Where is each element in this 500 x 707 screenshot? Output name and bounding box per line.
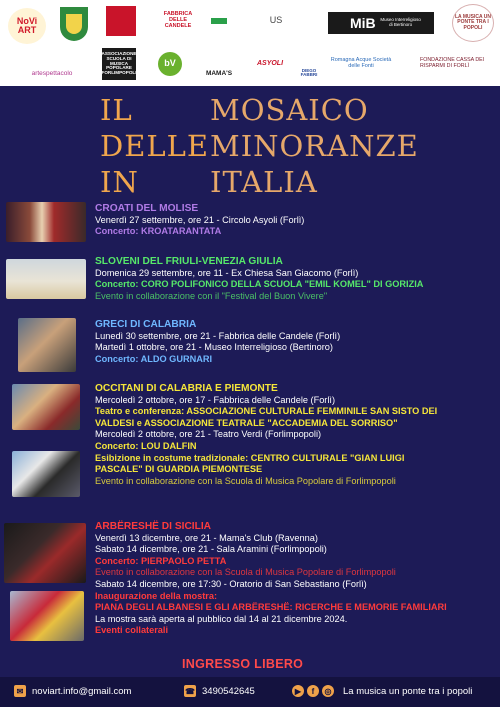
- event-line: Sabato 14 dicembre, ore 17:30 - Oratorio di San Sebastiano (Forlì): [95, 578, 367, 589]
- section-sloveni: [95, 256, 423, 302]
- costume-line: Esibizione in costume tradizionale: CENTRO CULTURALE "GIAN LUIGI: [95, 452, 405, 463]
- croati-photo: [6, 202, 86, 242]
- arbereshe-photo-2: [10, 591, 84, 641]
- theatre-line: VALDESI e ASSOCIAZIONE TEATRALE "ACCADEMIA DEL SORRISO": [95, 417, 398, 428]
- mamas-logo: MAMA'S: [205, 70, 233, 78]
- social-links: [292, 685, 472, 697]
- sponsor-logos-bar: [0, 0, 500, 86]
- page-title: [100, 92, 420, 200]
- occitani-photo-2: [12, 451, 80, 497]
- event-line: Venerdì 13 dicembre, ore 21 - Mama's Club (Ravenna): [95, 532, 318, 543]
- section-title: CROATI DEL MOLISE: [95, 203, 199, 214]
- footer-email[interactable]: [14, 685, 131, 697]
- inaugurazione-line: Inaugurazione della mostra:: [95, 590, 218, 601]
- concert-line: Concerto: CORO POLIFONICO DELLA SCUOLA "EMIL KOMEL" DI GORIZIA: [95, 279, 424, 290]
- youtube-icon[interactable]: ▶: [292, 685, 304, 697]
- asyoli-logo: ASYOLI: [256, 60, 284, 68]
- sloveni-photo: [6, 259, 86, 299]
- facebook-icon[interactable]: f: [307, 685, 319, 697]
- section-arbereshe: [95, 521, 447, 637]
- ingresso-libero: INGRESSO LIBERO: [182, 657, 304, 671]
- concert-line: Concerto: KROATARANTATA: [95, 226, 222, 237]
- concert-line: Concerto: LOU DALFIN: [95, 440, 197, 451]
- title-word: IL: [100, 93, 133, 127]
- greci-photo: [18, 318, 76, 372]
- email-text: noviart.info@gmail.com: [32, 685, 132, 697]
- fondazione-logo: FONDAZIONE CASSA DEI RISPARMI DI FORLÌ: [420, 57, 485, 69]
- event-line: Martedì 1 ottobre, ore 21 - Museo Interreligioso (Bertinoro): [95, 342, 333, 353]
- costume-line: PASCALE" DI GUARDIA PIEMONTESE: [95, 464, 263, 475]
- fabbrica-candele-logo: FABBRICA DELLE CANDELE: [163, 11, 193, 29]
- theatre-line: Teatro e conferenza: ASSOCIAZIONE CULTURALE FEMMINILE SAN SISTO DEI: [95, 406, 438, 417]
- mostra-title: PIANA DEGLI ALBANESI E GLI ARBËRESHË: RICERCHE E MEMORIE FAMILIARI: [95, 602, 447, 613]
- event-line: Venerdì 27 settembre, ore 21 - Circolo Asyoli (Forlì): [95, 214, 305, 225]
- noviart-logo: NoVi ART: [8, 8, 46, 44]
- arbereshe-photo-1: [4, 523, 86, 583]
- scuola-musica-logo: ASSOCIAZIONE SCUOLA DI MUSICA POPOLARE FORLIMPOPOLI: [102, 48, 136, 80]
- note-line: Evento in collaborazione con il "Festival del Buon Vivere": [95, 290, 328, 301]
- footer-phone[interactable]: [184, 685, 255, 697]
- us-logo: US: [269, 15, 283, 26]
- comune-logo: [106, 6, 136, 36]
- phone-text: 3490542645: [202, 685, 255, 697]
- mostra-dates: La mostra sarà aperta al pubblico dal 14 al 21 dicembre 2024.: [95, 613, 348, 624]
- romagna-acque-logo: Romagna Acque Società delle Fonti: [330, 57, 392, 69]
- mail-icon: ✉: [14, 685, 26, 697]
- event-line: Sabato 14 dicembre, ore 21 - Sala Aramini (Forlimpopoli): [95, 544, 327, 555]
- note-line: Evento in collaborazione con la Scuola di Musica Popolare di Forlimpopoli: [95, 475, 396, 486]
- instagram-icon[interactable]: ◎: [322, 685, 334, 697]
- title-word: IN: [100, 165, 139, 199]
- slogan-text: La musica un ponte tra i popoli: [343, 685, 473, 697]
- title-word: MINORANZE: [210, 129, 419, 163]
- phone-icon: ☎: [185, 686, 195, 696]
- title-word: MOSAICO: [210, 93, 369, 127]
- mib-subtitle: Museo Interreligioso di Bertinoro: [380, 17, 421, 27]
- concert-line: Concerto: ALDO GURNARI: [95, 353, 213, 364]
- concert-line: Concerto: PIERPAOLO PETTA: [95, 555, 227, 566]
- eventi-collaterali: Eventi collaterali: [95, 625, 169, 636]
- title-word: DELLE: [100, 129, 210, 163]
- mib-name: MiB: [350, 14, 376, 31]
- artespettacolo-logo: artespettacolo: [31, 70, 73, 78]
- section-title: OCCITANI DI CALABRIA E PIEMONTE: [95, 383, 278, 394]
- regione-logo: [208, 6, 230, 36]
- note-line: Evento in collaborazione con la Scuola di Musica Popolare di Forlimpopoli: [95, 567, 396, 578]
- section-title: GRECI DI CALABRIA: [95, 319, 197, 330]
- event-line: Domenica 29 settembre, ore 11 - Ex Chiesa San Giacomo (Forlì): [95, 267, 359, 278]
- title-word: ITALIA: [210, 165, 318, 199]
- occitani-photo-1: [12, 384, 80, 430]
- footer: [0, 677, 500, 707]
- bv-logo: bV: [158, 52, 182, 76]
- section-croati: [95, 203, 304, 238]
- event-line: Lunedì 30 settembre, ore 21 - Fabbrica delle Candele (Forlì): [95, 330, 341, 341]
- section-title: SLOVENI DEL FRIULI-VENEZIA GIULIA: [95, 256, 283, 267]
- section-greci: [95, 319, 340, 365]
- section-occitani: [95, 383, 437, 487]
- event-line: Mercoledì 2 ottobre, ore 21 - Teatro Verdi (Forlimpopoli): [95, 429, 322, 440]
- mib-logo: [328, 12, 434, 34]
- section-title: ARBËRESHË DI SICILIA: [95, 521, 212, 532]
- coat-of-arms-logo: [60, 7, 88, 41]
- la-musica-logo: LA MUSICA UN PONTE TRA I POPOLI: [452, 4, 494, 42]
- diego-fabbri-logo: DIEGO FABBRI: [300, 67, 318, 78]
- event-line: Mercoledì 2 ottobre, ore 17 - Fabbrica delle Candele (Forlì): [95, 394, 336, 405]
